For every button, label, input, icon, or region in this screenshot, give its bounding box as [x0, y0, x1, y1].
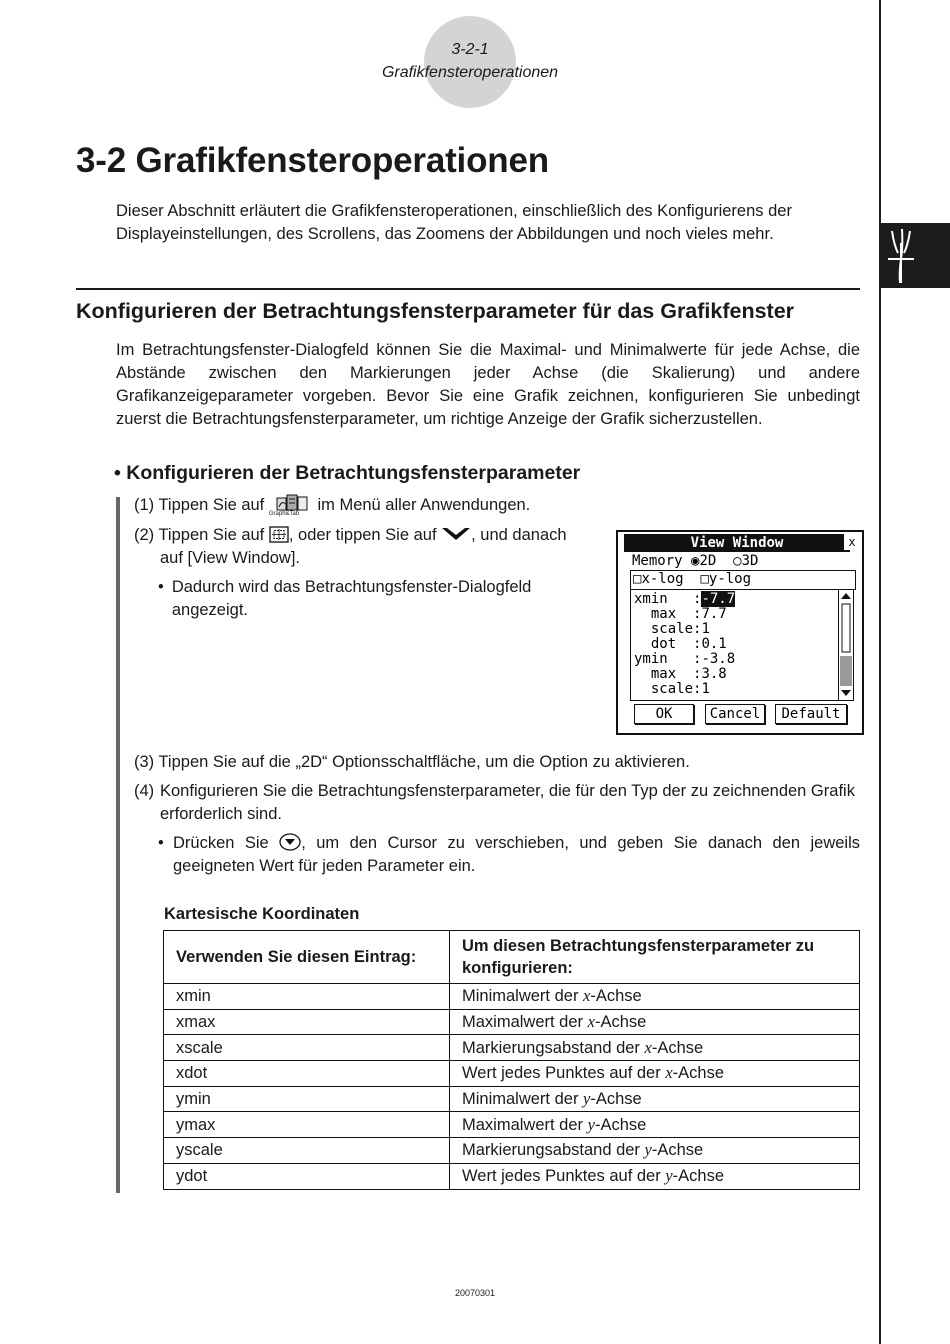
bullet-1: • Dadurch wird das Betrachtungsfenster-Dialogfeld angezeigt.: [158, 578, 532, 619]
ylog-checkbox[interactable]: □: [700, 571, 709, 587]
table-header-row: [164, 931, 860, 984]
param-row[interactable]: max :7.7: [634, 606, 727, 622]
table-row: ymax Maximalwert der y-Achse: [164, 1112, 860, 1138]
table-caption: Kartesische Koordinaten: [164, 905, 360, 923]
log-options: □x-log □y-log: [630, 570, 856, 590]
bullet-2: • Drücken Sie , um den Cursor zu verschieben, und geben Sie danach den jeweils geeigneten Wert für jeden Parameter ein.: [158, 834, 861, 876]
param-row[interactable]: max :3.8: [634, 666, 727, 682]
graph-table-app-icon[interactable]: Graph&Tab: [269, 494, 313, 520]
procedure-title: • Konfigurieren der Betrachtungsfensterparameter: [114, 462, 581, 484]
table-row: xmin Minimalwert der x-Achse: [164, 984, 860, 1010]
parameter-list: [630, 589, 840, 701]
table-row: xdot Wert jedes Punktes auf der x-Achse: [164, 1061, 860, 1087]
parameter-table: [163, 930, 860, 1190]
step-2-cont: auf [View Window].: [160, 549, 301, 567]
param-row[interactable]: scale:1: [634, 621, 710, 637]
memory-row: Memory ◉2D ○3D: [632, 553, 759, 569]
section-title: Konfigurieren der Betrachtungsfensterparameter für das Grafikfenster: [76, 299, 795, 323]
table-row: ymin Minimalwert der y-Achse: [164, 1086, 860, 1112]
column-header: Um diesen Betrachtungsfensterparameter zu konfigurieren:: [450, 931, 860, 984]
margin-rule: [879, 0, 881, 1344]
section-text: Im Betrachtungsfenster-Dialogfeld können Sie die Maximal- und Minimalwerte für jede Achse, die Abstände zwischen den Markierungen jeder Achse (die Skalierung) und andere Grafikanzeigeparameter vorgeben. Bevor Sie eine Grafik zeichnen, konfigurieren Sie unbedingt zuerst die Betrachtungsfensterparameter, um richtige Anzeige der Grafik sicherzustellen.: [116, 341, 860, 428]
cancel-button[interactable]: Cancel: [705, 704, 765, 724]
header-circle: [424, 16, 516, 108]
step-1: (1) Tippen Sie auf Graph&Tab im Menü aller Anwendungen.: [134, 494, 530, 520]
menu-dropdown-icon[interactable]: [441, 524, 471, 547]
table-row: ydot Wert jedes Punktes auf der y-Achse: [164, 1163, 860, 1189]
chapter-name: Grafikfensteroperationen: [381, 64, 559, 81]
step-2: (2) Tippen Sie auf , oder tippen Sie auf , und danach: [134, 524, 614, 547]
dialog-scrollbar[interactable]: [838, 589, 854, 701]
page-title: 3-2 Grafikfensteroperationen: [76, 141, 549, 180]
ok-button[interactable]: OK: [634, 704, 694, 724]
param-row[interactable]: scale:1: [634, 681, 710, 697]
chapter-tab: [880, 223, 950, 288]
table-row: yscale Markierungsabstand der y-Achse: [164, 1138, 860, 1164]
radio-2d-icon[interactable]: ◉: [691, 553, 700, 569]
radio-3d-icon[interactable]: ○: [733, 553, 742, 569]
cursor-down-key-icon: [279, 832, 301, 855]
view-window-dialog: [616, 530, 864, 735]
step-3: (3) Tippen Sie auf die „2D“ Optionsschaltfläche, um die Option zu aktivieren.: [134, 753, 690, 771]
procedure-bar: [116, 497, 120, 1193]
param-row[interactable]: dot :0.1: [634, 636, 727, 652]
dialog-title: View Window: [624, 534, 850, 552]
xlog-checkbox[interactable]: □: [633, 571, 642, 587]
param-row[interactable]: ymin :-3.8: [634, 651, 736, 667]
default-button[interactable]: Default: [775, 704, 847, 724]
step-4: (4) Konfigurieren Sie die Betrachtungsfensterparameter, die für den Typ der zu zeichnenden Grafik erforderlich sind.: [134, 782, 855, 823]
table-row: xmax Maximalwert der x-Achse: [164, 1009, 860, 1035]
column-header: Verwenden Sie diesen Eintrag:: [164, 931, 450, 984]
graph-icon: [880, 223, 950, 288]
page-number: 3-2-1: [451, 41, 489, 58]
param-row[interactable]: xmin :-7.7: [634, 591, 736, 607]
section-divider: [76, 288, 860, 290]
view-window-icon[interactable]: [269, 524, 289, 547]
footer-code: 20070301: [454, 1288, 496, 1298]
intro-text: Dieser Abschnitt erläutert die Grafikfensteroperationen, einschließlich des Konfigurierens der Displayeinstellungen, des Scrollens, das Zoomens der Abbildungen und noch vieles mehr.: [116, 202, 792, 243]
table-row: xscale Markierungsabstand der x-Achse: [164, 1035, 860, 1061]
close-icon[interactable]: x: [844, 534, 860, 550]
